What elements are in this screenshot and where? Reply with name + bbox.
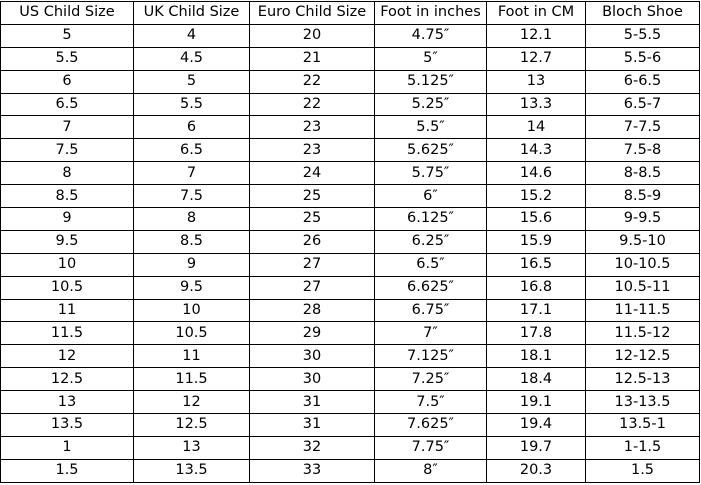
us-child-size-cell: 13 [1,391,134,414]
euro-child-size-cell: 22 [250,93,375,116]
euro-child-size-cell: 28 [250,299,375,322]
us-child-size-cell: 1.5 [1,459,134,482]
uk-child-size-cell: 8.5 [134,230,250,253]
uk-child-size-cell: 10 [134,299,250,322]
table-row [1,276,700,299]
foot-inches-cell: 7.5″ [375,391,487,414]
foot-inches-cell: 6″ [375,185,487,208]
uk-child-size-cell: 12 [134,391,250,414]
euro-child-size-cell: 27 [250,253,375,276]
bloch-shoe-cell: 10-10.5 [586,253,700,276]
foot-inches-cell: 7.25″ [375,368,487,391]
us-child-size-cell: 6 [1,70,134,93]
euro-child-size-cell: 32 [250,436,375,459]
uk-child-size-cell: 4 [134,24,250,47]
foot-inches-cell: 7″ [375,322,487,345]
table-row [1,185,700,208]
bloch-shoe-cell: 9.5-10 [586,230,700,253]
table-row [1,93,700,116]
table-row [1,414,700,437]
table-row [1,368,700,391]
foot-cm-cell: 20.3 [487,459,586,482]
uk-child-size-cell: 9.5 [134,276,250,299]
uk-child-size-cell: 5 [134,70,250,93]
us-child-size-cell: 9 [1,208,134,231]
uk-child-size-cell: 4.5 [134,47,250,70]
foot-inches-cell: 5″ [375,47,487,70]
foot-cm-cell: 19.1 [487,391,586,414]
foot-inches-cell: 5.75″ [375,162,487,185]
foot-cm-cell: 15.2 [487,185,586,208]
euro-child-size-cell: 30 [250,345,375,368]
euro-child-size-cell: 25 [250,208,375,231]
bloch-shoe-cell: 7-7.5 [586,116,700,139]
header-bloch-shoe: Bloch Shoe [586,2,700,25]
euro-child-size-cell: 29 [250,322,375,345]
uk-child-size-cell: 13.5 [134,459,250,482]
header-row [1,2,700,25]
euro-child-size-cell: 24 [250,162,375,185]
euro-child-size-cell: 31 [250,391,375,414]
foot-inches-cell: 5.625″ [375,139,487,162]
foot-cm-cell: 19.4 [487,414,586,437]
table-header [1,2,700,25]
bloch-shoe-cell: 12-12.5 [586,345,700,368]
euro-child-size-cell: 27 [250,276,375,299]
foot-cm-cell: 15.6 [487,208,586,231]
uk-child-size-cell: 12.5 [134,414,250,437]
foot-inches-cell: 5.5″ [375,116,487,139]
us-child-size-cell: 11.5 [1,322,134,345]
foot-cm-cell: 14.3 [487,139,586,162]
us-child-size-cell: 13.5 [1,414,134,437]
bloch-shoe-cell: 12.5-13 [586,368,700,391]
table-row [1,162,700,185]
uk-child-size-cell: 8 [134,208,250,231]
table-row [1,208,700,231]
foot-inches-cell: 5.125″ [375,70,487,93]
foot-cm-cell: 16.8 [487,276,586,299]
euro-child-size-cell: 23 [250,116,375,139]
us-child-size-cell: 10 [1,253,134,276]
foot-inches-cell: 7.125″ [375,345,487,368]
bloch-shoe-cell: 13-13.5 [586,391,700,414]
foot-cm-cell: 13.3 [487,93,586,116]
uk-child-size-cell: 13 [134,436,250,459]
table-row [1,47,700,70]
euro-child-size-cell: 26 [250,230,375,253]
foot-cm-cell: 14 [487,116,586,139]
table-row [1,459,700,482]
uk-child-size-cell: 9 [134,253,250,276]
bloch-shoe-cell: 11.5-12 [586,322,700,345]
foot-inches-cell: 6.625″ [375,276,487,299]
bloch-shoe-cell: 6-6.5 [586,70,700,93]
uk-child-size-cell: 6.5 [134,139,250,162]
uk-child-size-cell: 6 [134,116,250,139]
table-row [1,322,700,345]
us-child-size-cell: 1 [1,436,134,459]
us-child-size-cell: 12.5 [1,368,134,391]
table-row [1,299,700,322]
bloch-shoe-cell: 11-11.5 [586,299,700,322]
euro-child-size-cell: 22 [250,70,375,93]
foot-cm-cell: 15.9 [487,230,586,253]
foot-inches-cell: 7.625″ [375,414,487,437]
bloch-shoe-cell: 1-1.5 [586,436,700,459]
table-row [1,139,700,162]
table-row [1,253,700,276]
us-child-size-cell: 12 [1,345,134,368]
header-foot-in-cm: Foot in CM [487,2,586,25]
euro-child-size-cell: 21 [250,47,375,70]
uk-child-size-cell: 11.5 [134,368,250,391]
bloch-shoe-cell: 9-9.5 [586,208,700,231]
foot-cm-cell: 14.6 [487,162,586,185]
table-row [1,116,700,139]
euro-child-size-cell: 25 [250,185,375,208]
bloch-shoe-cell: 13.5-1 [586,414,700,437]
table-row [1,436,700,459]
bloch-shoe-cell: 1.5 [586,459,700,482]
uk-child-size-cell: 7 [134,162,250,185]
us-child-size-cell: 9.5 [1,230,134,253]
bloch-shoe-cell: 7.5-8 [586,139,700,162]
bloch-shoe-cell: 6.5-7 [586,93,700,116]
foot-cm-cell: 12.1 [487,24,586,47]
us-child-size-cell: 8.5 [1,185,134,208]
foot-cm-cell: 17.8 [487,322,586,345]
uk-child-size-cell: 5.5 [134,93,250,116]
foot-inches-cell: 8″ [375,459,487,482]
us-child-size-cell: 8 [1,162,134,185]
table-row [1,24,700,47]
us-child-size-cell: 5.5 [1,47,134,70]
foot-cm-cell: 18.4 [487,368,586,391]
us-child-size-cell: 7 [1,116,134,139]
bloch-shoe-cell: 8.5-9 [586,185,700,208]
us-child-size-cell: 11 [1,299,134,322]
foot-cm-cell: 13 [487,70,586,93]
foot-inches-cell: 4.75″ [375,24,487,47]
foot-inches-cell: 7.75″ [375,436,487,459]
bloch-shoe-cell: 8-8.5 [586,162,700,185]
header-us-child-size: US Child Size [1,2,134,25]
header-uk-child-size: UK Child Size [134,2,250,25]
foot-cm-cell: 19.7 [487,436,586,459]
uk-child-size-cell: 10.5 [134,322,250,345]
foot-cm-cell: 16.5 [487,253,586,276]
uk-child-size-cell: 11 [134,345,250,368]
foot-inches-cell: 6.125″ [375,208,487,231]
euro-child-size-cell: 23 [250,139,375,162]
foot-cm-cell: 18.1 [487,345,586,368]
foot-inches-cell: 6.5″ [375,253,487,276]
bloch-shoe-cell: 10.5-11 [586,276,700,299]
foot-inches-cell: 5.25″ [375,93,487,116]
bloch-shoe-cell: 5-5.5 [586,24,700,47]
foot-cm-cell: 17.1 [487,299,586,322]
euro-child-size-cell: 31 [250,414,375,437]
table-row [1,230,700,253]
us-child-size-cell: 6.5 [1,93,134,116]
bloch-shoe-cell: 5.5-6 [586,47,700,70]
header-foot-in-inches: Foot in inches [375,2,487,25]
size-chart-table [0,1,700,483]
euro-child-size-cell: 30 [250,368,375,391]
foot-inches-cell: 6.25″ [375,230,487,253]
table-row [1,70,700,93]
us-child-size-cell: 10.5 [1,276,134,299]
foot-inches-cell: 6.75″ [375,299,487,322]
euro-child-size-cell: 33 [250,459,375,482]
euro-child-size-cell: 20 [250,24,375,47]
us-child-size-cell: 5 [1,24,134,47]
foot-cm-cell: 12.7 [487,47,586,70]
table-row [1,345,700,368]
us-child-size-cell: 7.5 [1,139,134,162]
table-body [1,24,700,482]
header-euro-child-size: Euro Child Size [250,2,375,25]
table-row [1,391,700,414]
uk-child-size-cell: 7.5 [134,185,250,208]
